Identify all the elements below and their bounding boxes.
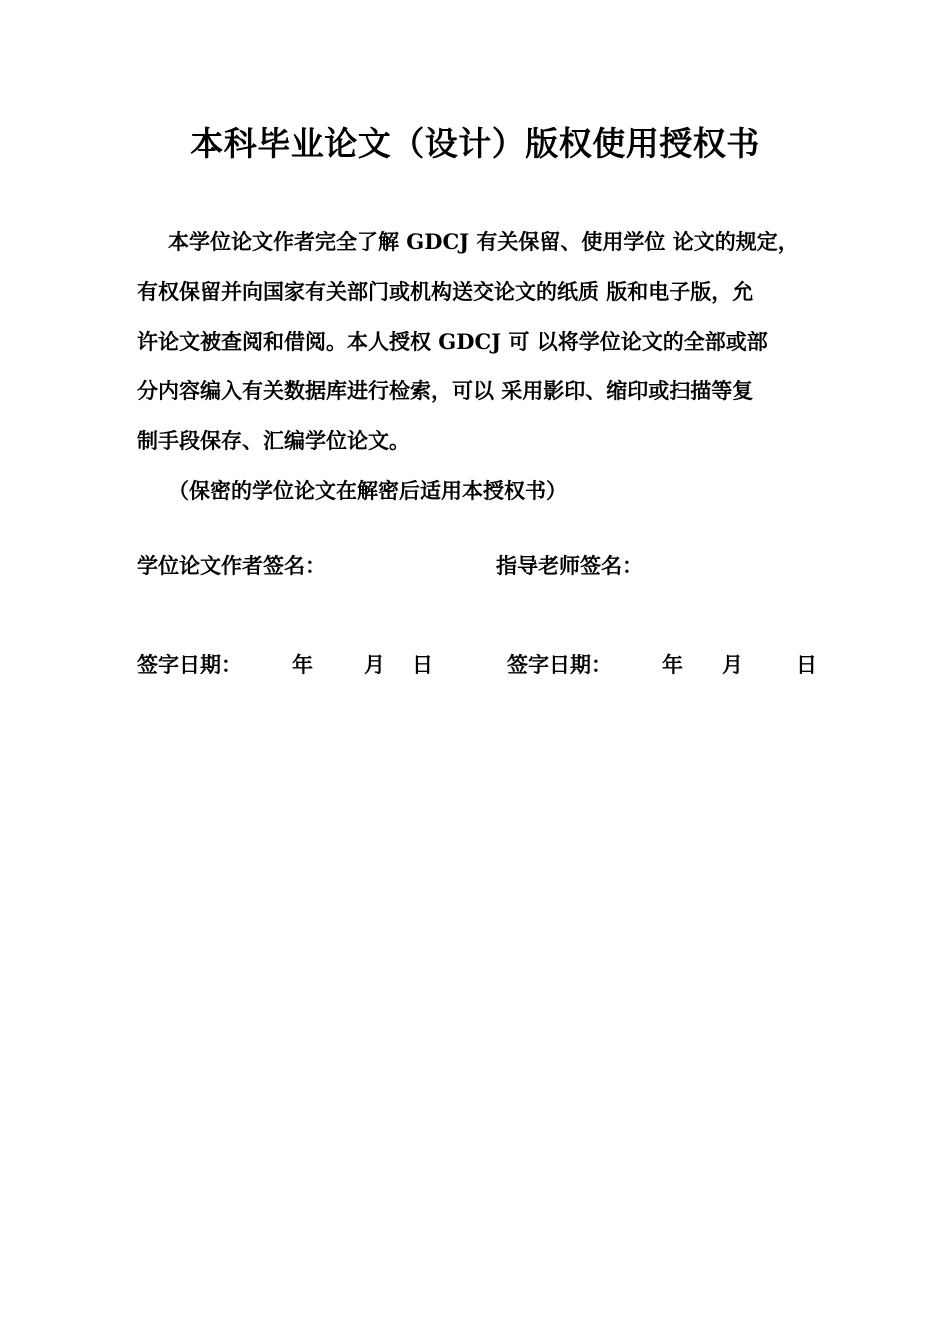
right-date-month: 月 xyxy=(722,652,743,677)
left-date-month: 月 xyxy=(364,652,385,677)
advisor-signature-label: 指导老师签名： xyxy=(496,553,643,578)
confidentiality-note: （保密的学位论文在解密后适用本授权书） xyxy=(168,478,567,503)
left-date-label: 签字日期： xyxy=(137,652,242,677)
left-date-day: 日 xyxy=(412,652,433,677)
body-line-3: 许论文被查阅和借阅。本人授权 GDCJ 可 以将学位论文的全部或部 xyxy=(137,329,768,354)
document-title: 本科毕业论文（设计）版权使用授权书 xyxy=(190,124,760,163)
author-signature-label: 学位论文作者签名： xyxy=(137,553,326,578)
body-line-4: 分内容编入有关数据库进行检索，可以 采用影印、缩印或扫描等复 xyxy=(137,378,754,403)
body-line-2: 有权保留并向国家有关部门或机构送交论文的纸质 版和电子版，允 xyxy=(137,279,754,304)
body-line-5: 制手段保存、汇编学位论文。 xyxy=(137,428,410,453)
left-date-year: 年 xyxy=(292,652,313,677)
right-date-day: 日 xyxy=(796,652,817,677)
body-line-1: 本学位论文作者完全了解 GDCJ 有关保留、使用学位 论文的规定， xyxy=(168,229,799,254)
right-date-label: 签字日期： xyxy=(507,652,612,677)
right-date-year: 年 xyxy=(662,652,683,677)
